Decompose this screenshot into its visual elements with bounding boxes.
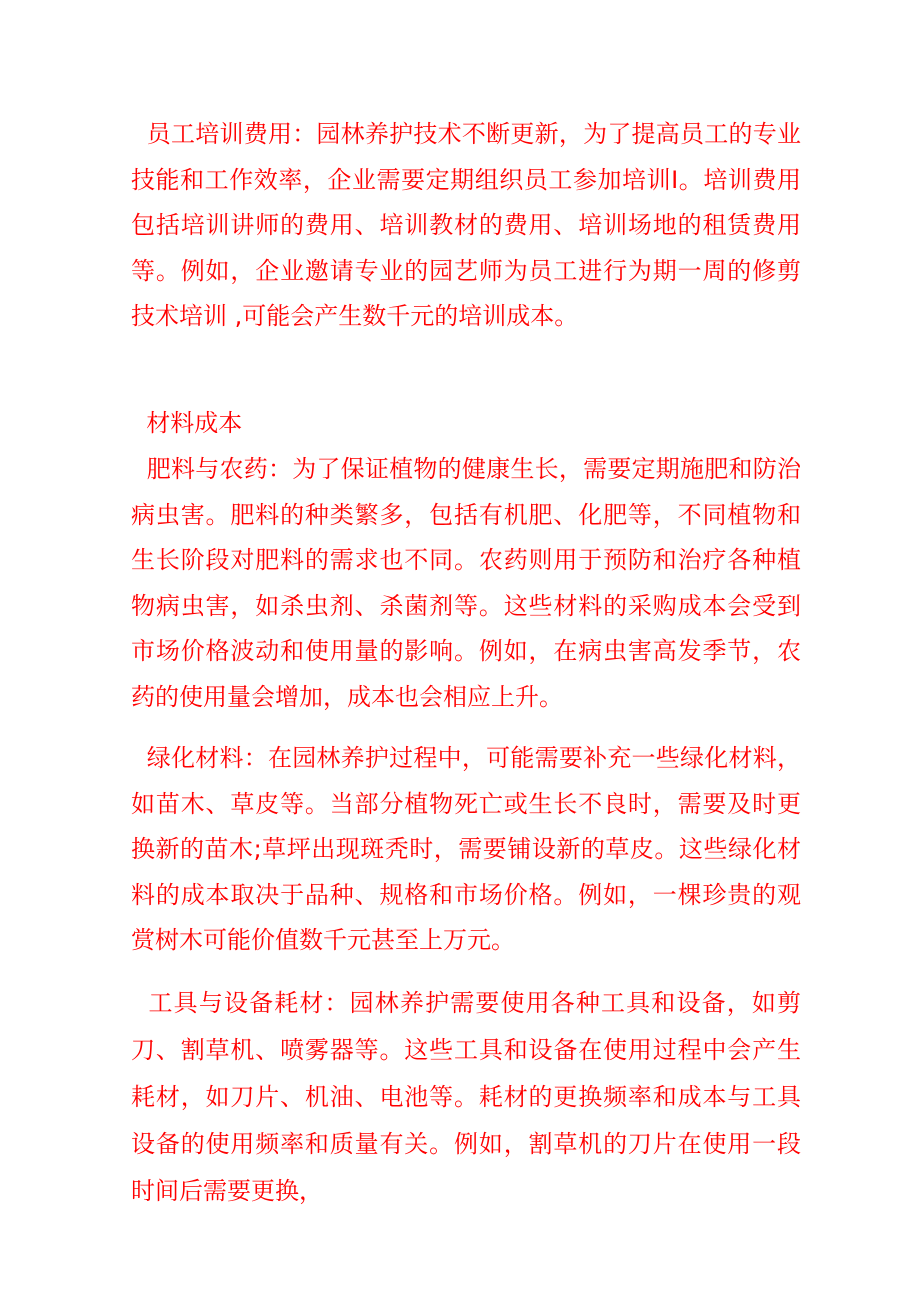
paragraph-fertilizer-pesticide: 肥料与农药：为了保证植物的健康生长，需要定期施肥和防治病虫害。肥料的种类繁多，包括有机肥、化肥等，不同植物和生长阶段对肥料的需求也不同。农药则用于预防和治疗各种植物病虫害，如杀虫剂、杀菌剂等。这些材料的采购成本会受到市场价格波动和使用量的影响。例如，在病虫害高发季节，农药的使用量会增加，成本也会相应上升。	[131, 455, 802, 711]
paragraph-greening-materials: 绿化材料：在园林养护过程中，可能需要补充一些绿化材料，如苗木、草皮等。当部分植物死亡或生长不良时，需要及时更换新的苗木;草坪出现斑秃时，需要铺设新的草皮。这些绿化材料的成本取决于品种、规格和市场价格。例如，一棵珍贵的观赏树木可能价值数千元甚至上万元。	[131, 744, 802, 955]
paragraph-staff-training-cost: 员工培训费用：园林养护技术不断更新，为了提高员工的专业技能和工作效率，企业需要定期组织员工参加培训I。培训费用包括培训讲师的费用、培训教材的费用、培训场地的租赁费用等。例如，企业邀请专业的园艺师为员工进行为期一周的修剪技术培训 ,可能会产生数千元的培训成本。	[131, 120, 802, 331]
section-heading-material-cost: 材料成本	[131, 409, 243, 437]
paragraph-tool-equipment-consumables: 工具与设备耗材：园林养护需要使用各种工具和设备，如剪刀、割草机、喷雾器等。这些工具和设备在使用过程中会产生耗材，如刀片、机油、电池等。耗材的更换频率和成本与工具设备的使用频率和质量有关。例如，割草机的刀片在使用一段时间后需要更换，	[131, 989, 802, 1205]
